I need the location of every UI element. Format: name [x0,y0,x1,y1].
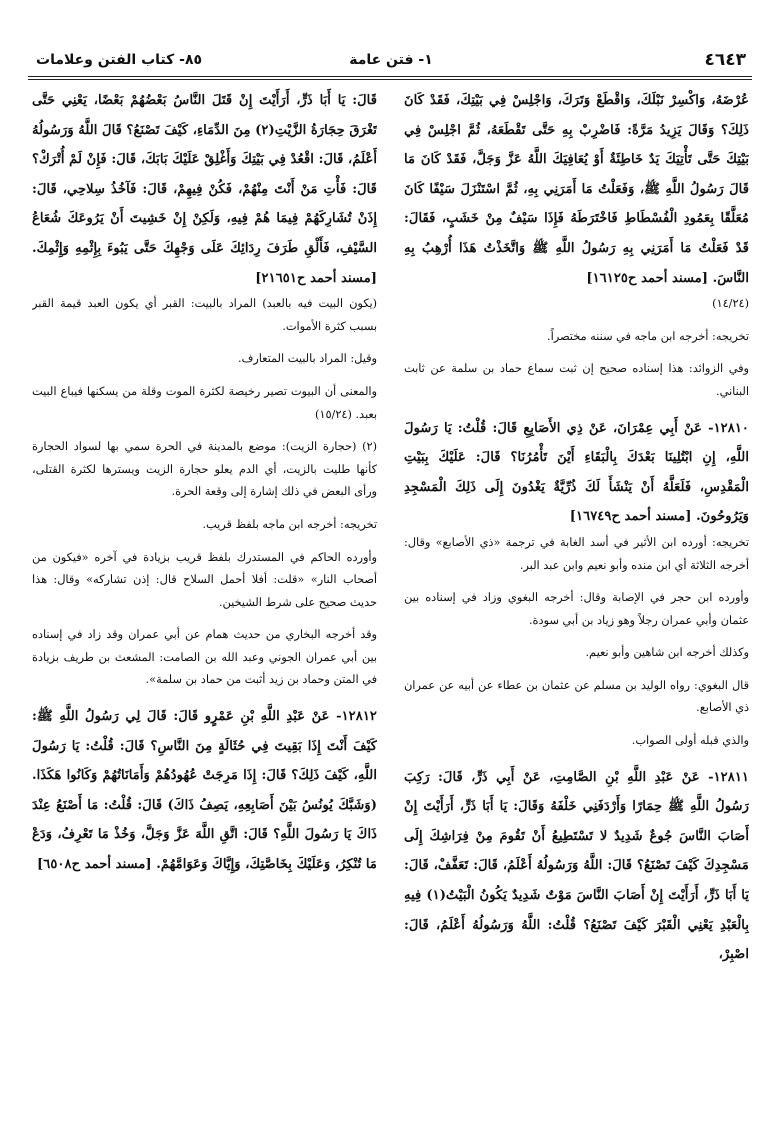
section-title: ١- فتن عامة [349,52,433,68]
commentary-note: وأورده ابن حجر في الإصابة وقال: أخرجه البغوي وزاد في إسناده بين عثمان وأبي عمران رجلاً وهو زياد بن أبي سودة. [404,591,749,627]
commentary-note: (١٤/٢٤) [712,297,749,311]
commentary-note: والذي قبله أولى الصواب. [631,734,749,748]
commentary-note: وأورده الحاكم في المستدرك بلفظ قريب بزيادة في آخره «فيكون من أصحاب النار» «قلت: أفلا أحمل السلاح قال: إذن تشاركه» وقال: هذا حديث صحيح على شرط الشيخين. [32,550,377,609]
book-title: ٨٥- كتاب الفتن وعلامات [36,52,203,68]
commentary-note: تخريجه: أخرجه ابن ماجه بلفظ قريب. [202,517,377,531]
commentary-note: تخريجه: أخرجه ابن ماجه في سننه مختصراً. [547,329,749,343]
hadith-paragraph: عُرْضَهُ، وَاكْسِرْ نَبْلَكَ، وَاقْطَعْ وَتَرَكَ، وَاجْلِسْ فِي بَيْتِكَ، فَقَدْ كَانَ ذَلِكَ؟ وَقَالَ يَزِيدُ مَرَّةً: فَاضْرِبْ بِهِ حَتَّى تَقْطَعَهُ، ثُمَّ اجْلِسْ فِي بَيْتِكَ حَتَّى تَأْتِيَكَ يَدٌ خَاطِئَةٌ أَوْ يُعَافِيَكَ اللَّهُ عَزَّ وَجَلَّ، فَقَدْ كَانَ مَا قَالَ رَسُولُ اللَّهِ ﷺ، وَفَعَلْتُ مَا أَمَرَنِي بِهِ، ثُمَّ اسْتَنْزَلَ سَيْفًا كَانَ مُعَلَّقًا بِعَمُودِ الْفُسْطَاطِ فَاخْتَرَطَهُ فَإِذَا سَيْفٌ مِنْ خَشَبٍ، فَقَالَ: قَدْ فَعَلْتُ مَا أَمَرَنِي بِهِ رَسُولُ اللَّهِ ﷺ وَاتَّخَذْتُ هَذَا أُرْهِبُ بِهِ النَّاسَ. [مسند أحمد ح١٦١٢٥] [404,93,749,286]
header-rule-2 [28,79,752,80]
commentary-note: والمعنى أن البيوت تصير رخيصة لكثرة الموت وقلة من يسكنها فيباع البيت بعبد. (١٥/٢٤) [32,384,377,421]
left-column [32,86,377,1116]
commentary-note: قال البغوي: رواه الوليد بن مسلم عن عثمان بن عطاء عن أبيه عن عمران ذي الأصابع. [404,678,749,715]
header-rule [28,76,752,77]
hadith-paragraph: ١٢٨١٢- عَنْ عَبْدِ اللَّهِ بْنِ عَمْرٍو قَالَ: قَالَ لِي رَسُولُ اللَّهِ ﷺ: كَيْفَ أَنْتَ إِذَا بَقِيتَ فِي حُثَالَةٍ مِنَ النَّاسِ؟ قَالَ: قُلْتُ: يَا رَسُولَ اللَّهِ، كَيْفَ ذَلِكَ؟ قَالَ: إِذَا مَرِجَتْ عُهُودُهُمْ وَأَمَانَاتُهُمْ وَكَانُوا هَكَذَا. (وَشَبَّكَ يُونُسُ بَيْنَ أَصَابِعِهِ، يَصِفُ ذَاكَ) قَالَ: قُلْتُ: مَا أَصْنَعُ عِنْدَ ذَاكَ يَا رَسُولَ اللَّهِ؟ قَالَ: اتَّقِ اللَّهَ عَزَّ وَجَلَّ، وَخُذْ مَا تَعْرِفُ، وَدَعْ مَا تُنْكِرُ، وَعَلَيْكَ بِخَاصَّتِكَ، وَإِيَّاكَ وَعَوَامَّهُمْ. [مسند أحمد ح٦٥٠٨] [32,709,377,873]
commentary-note: وكذلك أخرجه ابن شاهين وأبو نعيم. [585,646,749,660]
hadith-paragraph: ١٢٨١١- عَنْ عَبْدِ اللَّهِ بْنِ الصَّامِتِ، عَنْ أَبِي ذَرٍّ، قَالَ: رَكِبَ رَسُولُ اللَّهِ ﷺ حِمَارًا وَأَرْدَفَنِي خَلْفَهُ وَقَالَ: يَا أَبَا ذَرٍّ، أَرَأَيْتَ إِنْ أَصَابَ النَّاسَ جُوعٌ شَدِيدٌ لا تَسْتَطِيعُ أَنْ تَقُومَ مِنْ فِرَاشِكَ إِلَى مَسْجِدِكَ كَيْفَ تَصْنَعُ؟ قَالَ: اللَّهُ وَرَسُولُهُ أَعْلَمُ، قَالَ: تَعَفَّفْ، قَالَ: يَا أَبَا ذَرٍّ، أَرَأَيْتَ إِنْ أَصَابَ النَّاسَ مَوْتٌ شَدِيدٌ يَكُونُ الْبَيْتُ(١) فِيهِ بِالْعَبْدِ يَعْنِي الْقَبْرَ كَيْفَ تَصْنَعُ؟ قُلْتُ: اللَّهُ وَرَسُولُهُ أَعْلَمُ، قَالَ: اصْبِرْ، [404,769,749,963]
hadith-paragraph: ١٢٨١٠- عَنْ أَبِي عِمْرَانَ، عَنْ ذِي الأَصَابِعِ قَالَ: قُلْتُ: يَا رَسُولَ اللَّهِ، إِنِ ابْتُلِينَا بَعْدَكَ بِالْبَقَاءِ أَيْنَ تَأْمُرُنَا؟ قَالَ: عَلَيْكَ بِبَيْتِ الْمَقْدِسِ، فَلَعَلَّهُ أَنْ يَنْشَأَ لَكَ ذُرِّيَّةٌ يَغْدُونَ إِلَى ذَلِكَ الْمَسْجِدِ وَيَرُوحُونَ. [مسند أحمد ح١٦٧٤٩] [404,420,749,525]
hadith-paragraph: قَالَ: يَا أَبَا ذَرٍّ، أَرَأَيْتَ إِنْ قَتَلَ النَّاسُ بَعْضُهُمْ بَعْضًا، يَعْنِي حَتَّى تَغْرَقَ حِجَارَةُ الزَّيْتِ(٢) مِنَ الدِّمَاءِ، كَيْفَ تَصْنَعُ؟ قَالَ اللَّهُ وَرَسُولُهُ أَعْلَمُ، قَالَ: اقْعُدْ فِي بَيْتِكَ وَأَغْلِقْ عَلَيْكَ بَابَكَ، قَالَ: فَإِنْ لَمْ أُتْرَكْ؟ قَالَ: فَأْتِ مَنْ أَنْتَ مِنْهُمْ، فَكُنْ فِيهِمْ، قَالَ: فَآخُذُ سِلاحِي، قَالَ: إِذَنْ تُشَارِكَهُمْ فِيمَا هُمْ فِيهِ، وَلَكِنْ إِنْ خَشِيتَ أَنْ يَرُوعَكَ شُعَاعُ السَّيْفِ، فَأَلْقِ طَرَفَ رِدَائِكَ عَلَى وَجْهِكَ حَتَّى يَبُوءَ بِإِثْمِهِ وَإِثْمِكَ. [مسند أحمد ح٢١٦٥١] [32,93,377,286]
commentary-note: وقد أخرجه البخاري من حديث همام عن أبي عمران وقد زاد في إسناده بين أبي عمران الجوني وعبد الله بن الصامت: المشعث بن طريف بزيادة في المتن وحماد بن زيد أثبت من حماد بن سلمة». [32,628,377,687]
right-column [404,86,749,1116]
commentary-note: (٢) (حجارة الزيت): موضع بالمدينة في الحرة سمي بها لسواد الحجارة كأنها طليت بالزيت، أي الدم يعلو حجارة الزيت ويسترها لكثرة القتلى، ورأى البعض في ذلك إشارة إلى وقعة الحرة. [32,440,377,499]
commentary-note: تخريجه: أورده ابن الأثير في أسد الغابة في ترجمة «ذي الأصابع» وقال: أخرجه الثلاثة أي ابن منده وأبو نعيم وابن عبد البر. [404,535,749,572]
commentary-note: (يكون البيت فيه بالعبد) المراد بالبيت: القبر أي يكون العبد قيمة القبر بسبب كثرة الأموات. [32,297,377,333]
page-number: ٤٦٤٣ [704,50,746,70]
commentary-note: وقيل: المراد بالبيت المتعارف. [237,352,377,366]
page-header [32,50,750,74]
commentary-note: وفي الزوائد: هذا إسناده صحيح إن ثبت سماع حماد بن سلمة عن ثابت البناني. [404,362,749,398]
